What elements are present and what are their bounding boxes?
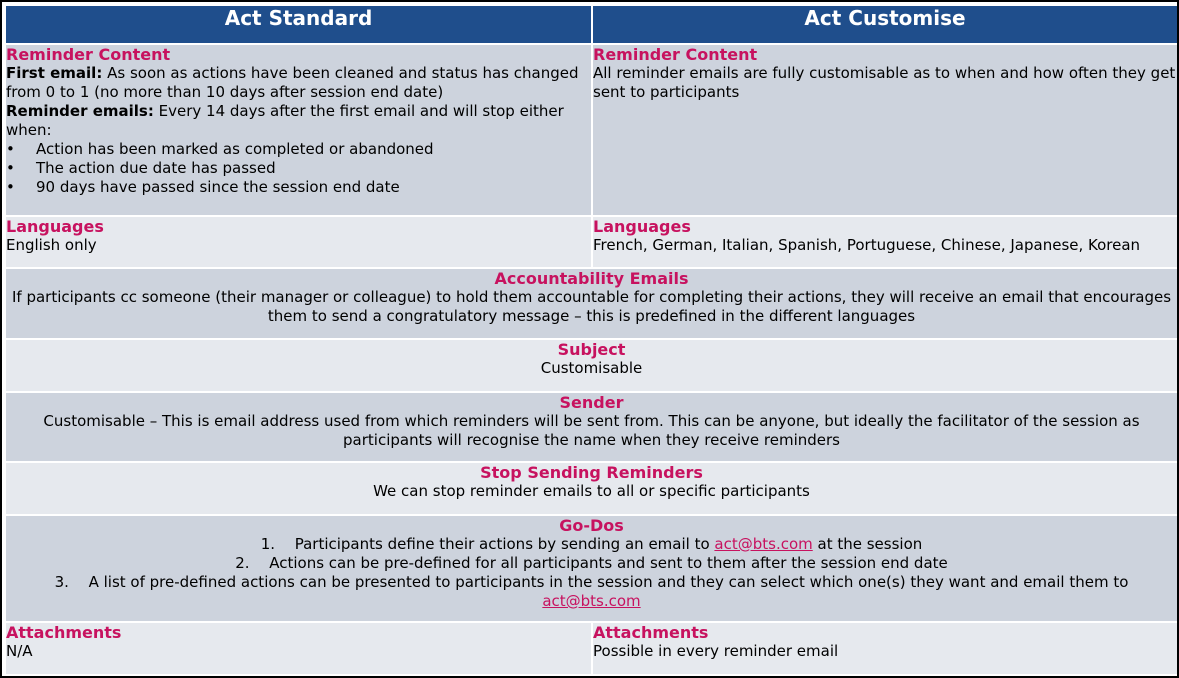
attachments-customise-text: Possible in every reminder email (593, 642, 839, 661)
attachments-label: Attachments (593, 623, 709, 643)
first-email-body: As soon as actions have been cleaned and status has changed from 0 to 1 (no more than 10 days after session end date) (6, 64, 579, 102)
stop-sending-label: Stop Sending Reminders (480, 463, 703, 483)
subject-cell (6, 340, 1177, 391)
reminder-emails-body: Every 14 days after the first email and will stop either when: (6, 102, 564, 140)
attachments-customise (593, 623, 1177, 674)
subject-text: Customisable (540, 358, 643, 377)
bullet-mark: • (6, 178, 15, 197)
go-dos-label: Go-Dos (559, 516, 624, 536)
go-dos-number: 2. (235, 554, 250, 573)
bullet-item (6, 159, 591, 178)
bullet-text: The action due date has passed (36, 159, 276, 178)
row-subject (6, 340, 1177, 391)
first-email-label: First email: (6, 64, 103, 83)
comparison-table (4, 4, 1179, 676)
go-dos-item (6, 554, 1177, 573)
stop-sending-cell (6, 463, 1177, 514)
languages-standard (6, 217, 591, 268)
accountability-cell (6, 269, 1177, 338)
act-email-link[interactable]: act@bts.com (714, 535, 813, 554)
reminder-content-standard (6, 45, 591, 214)
reminder-content-label: Reminder Content (6, 45, 171, 65)
header-act-customise: Act Customise (593, 6, 1177, 43)
bullet-item (6, 178, 591, 197)
sender-cell (6, 393, 1177, 462)
go-dos-item (6, 573, 1177, 611)
bullet-mark: • (6, 159, 15, 178)
languages-label: Languages (593, 216, 691, 236)
row-go-dos (6, 516, 1177, 621)
row-accountability (6, 269, 1177, 338)
go-dos-after: at the session (812, 535, 923, 554)
bullet-text: 90 days have passed since the session end date (36, 178, 400, 197)
act-email-link[interactable]: act@bts.com (542, 592, 641, 611)
attachments-standard-text: N/A (6, 642, 33, 661)
stop-sending-text: We can stop reminder emails to all or specific participants (373, 482, 810, 501)
go-dos-cell (6, 516, 1177, 621)
bullet-item (6, 140, 591, 159)
accountability-text: If participants cc someone (their manager or colleague) to hold them accountable for completing their actions, they will receive an email that encourages them to send a congratulatory message – this is predefined in the different languages (11, 288, 1172, 326)
languages-customise-text: French, German, Italian, Spanish, Portuguese, Chinese, Japanese, Korean (593, 235, 1141, 254)
sender-text: Customisable – This is email address used from which reminders will be sent from. This can be anyone, but ideally the facilitator of the session as participants will recognise the name when they receive reminders (43, 411, 1140, 449)
go-dos-number: 1. (260, 535, 276, 554)
bullet-text: Action has been marked as completed or abandoned (36, 140, 434, 159)
languages-customise (593, 217, 1177, 268)
first-email-text (6, 64, 591, 102)
languages-label: Languages (6, 216, 104, 236)
header-row (6, 6, 1177, 43)
subject-label: Subject (557, 339, 626, 359)
reminder-content-customise-text: All reminder emails are fully customisable as to when and how often they get sent to participants (593, 64, 1176, 102)
go-dos-text: Actions can be pre-defined for all participants and sent to them after the session end date (269, 554, 948, 573)
go-dos-item (6, 535, 1177, 554)
attachments-standard (6, 623, 591, 674)
row-languages (6, 217, 1177, 268)
row-attachments (6, 623, 1177, 674)
attachments-label: Attachments (6, 623, 122, 643)
sender-label: Sender (559, 392, 624, 412)
header-act-standard: Act Standard (6, 6, 591, 43)
go-dos-text: Participants define their actions by sending an email to (294, 535, 715, 554)
reminder-emails-label: Reminder emails: (6, 102, 154, 121)
reminder-emails-text (6, 102, 591, 140)
reminder-content-customise (593, 45, 1177, 214)
go-dos-text: A list of pre-defined actions can be presented to participants in the session and they can select which one(s) they want and email them to (88, 573, 1129, 592)
row-stop-sending (6, 463, 1177, 514)
row-reminder-content (6, 45, 1177, 214)
go-dos-number: 3. (54, 573, 69, 592)
accountability-label: Accountability Emails (494, 269, 689, 289)
bullet-mark: • (6, 140, 15, 159)
languages-standard-text: English only (6, 235, 97, 254)
reminder-content-label: Reminder Content (593, 45, 758, 65)
row-sender (6, 393, 1177, 462)
